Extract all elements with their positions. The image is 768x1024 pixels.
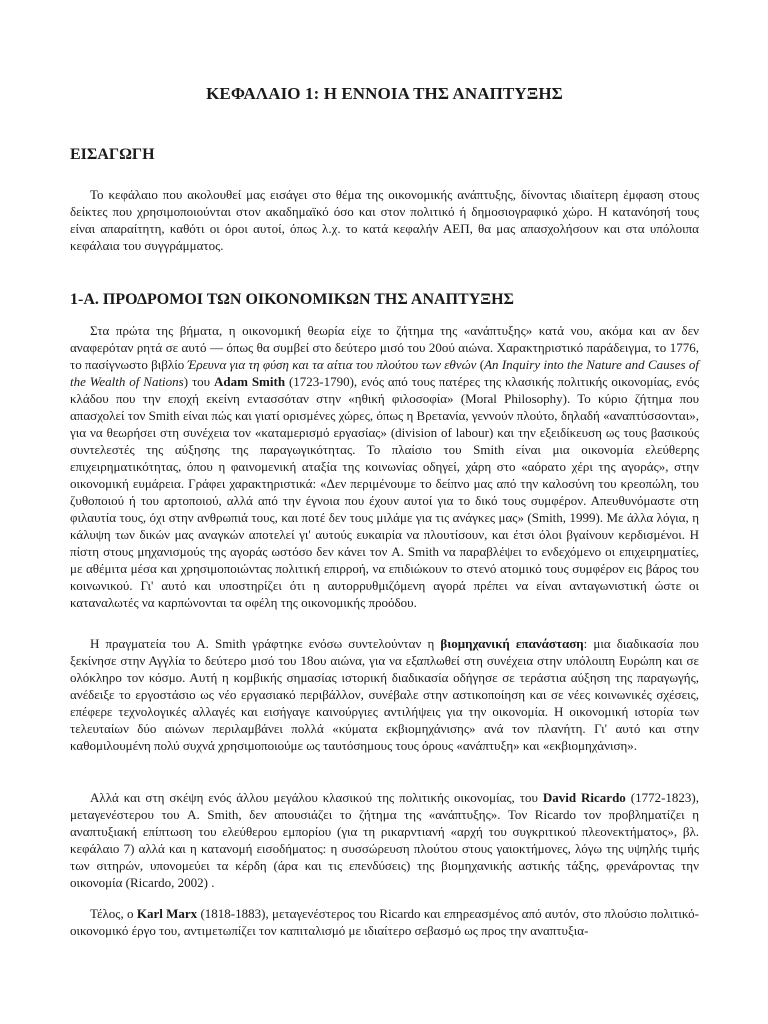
name-karl-marx: Karl Marx xyxy=(136,906,198,921)
text-run: ( xyxy=(476,357,485,372)
document-page xyxy=(70,0,699,1024)
paragraph-smith xyxy=(70,322,699,611)
text-run: (1723-1790), ενός από τους πατέρες της κλασικής πολιτικής οικονομίας, ενός κλάδου που την εποχή εκείνη εντασσόταν στην «ηθική φιλοσοφία» (Moral Philosophy). Το κύριο ζήτημα που απασχολεί τον Smith είναι πώς και γιατί ορισμένες χώρες, όπως η Βρετανία, γεννούν πλούτο, δηλαδή «αναπτύσσονται», για να θεωρήσει στη συνέχεια τον «καταμερισμό εργασίας» (division of labour) και την εξειδίκευση ως τους βασικούς συντελεστές της αύξησης της παραγωγικότητας. Το πλαίσιο του Smith είναι μια οικονομία ελεύθερης επιχειρηματικότητας, όπου η φαινομενική αταξία της κοινωνίας οδηγεί, χάρη στο «αόρατο χέρι της αγοράς», στην οικονομική ευμάρεια. Γράφει χαρακτηριστικά: «Δεν περιμένουμε το δείπνο μας από την καλοσύνη του κρεοπώλη, του ζυθοποιού ή του αρτοποιού, αλλά από την έγνοια που έχουν αυτοί για το δικό τους συμφέρον. Απευθυνόμαστε στη φιλαυτία τους, όχι στην ανθρωπιά τους, και ποτέ δεν τους μιλάμε για τις ανάγκες μας» (Smith, 1999). Με άλλα λόγια, η κάλυψη των δικών μας αναγκών αποτελεί γι' αυτούς ευκαιρία να πλουτίσουν, και έτσι όλοι βγαίνουν κερδισμένοι. Η πίστη στους μηχανισμούς της αγοράς ωστόσο δεν κάνει τον A. Smith να παραβλέψει το ενδεχόμενο οι επιχειρηματίες, με αθέμιτα μέσα και χρησιμοποιώντας πολιτική επιρροή, να επιδιώκουν το στενό ατομικό τους συμφέρον εις βάρος του κοινωνικού. Γι' αυτό και υποστηρίζει ότι η αυτορρυθμιζόμενη αγορά πρέπει να είναι ανταγωνιστική ώστε οι καταναλωτές να καρπώνονται τα οφέλη της οικονομικής προόδου. xyxy=(70,374,700,610)
term-industrial-revolution: βιομηχανική επανάσταση xyxy=(440,636,584,651)
name-adam-smith: Adam Smith xyxy=(214,374,286,389)
paragraph-industrial-revolution xyxy=(70,635,699,754)
text-run: (1772-1823), μεταγενέστερου του A. Smith, δεν απουσιάζει το ζήτημα της «ανάπτυξης». Τον Ricardo τον προβληματίζει η αναπτυξιακή επίπτωση του ελεύθερου εμπορίου (για τη ρικαρντιανή «αρχή του συγκριτικού πλεονεκτήματος», βλ. κεφάλαιο 7) αλλά και η κατανομή εισοδήματος: η συσσώρευση πλούτου στους γαιοκτήμονες, λόγω της υψηλής τιμής των σιτηρών, υπονομεύει τα κέρδη (άρα και τις επενδύσεις) της βιομηχανικής αστικής τάξης, φρενάροντας την οικονομία (Ricardo, 2002) . xyxy=(70,790,699,890)
intro-heading: ΕΙΣΑΓΩΓΗ xyxy=(70,146,155,163)
book-title-english: An Inquiry into the Nature and Causes of the Wealth of Nations xyxy=(70,357,699,389)
name-david-ricardo: David Ricardo xyxy=(542,790,626,805)
intro-paragraph: Το κεφάλαιο που ακολουθεί μας εισάγει στο θέμα της οικονομικής ανάπτυξης, δίνοντας ιδιαίτερη έμφαση στους δείκτες που χρησιμοποιούνται στον ακαδημαϊκό όσο και στον πολιτικό ή δημοσιογραφικό χώρο. Η κατανόησή τους είναι απαραίτητη, καθότι οι όροι αυτοί, όπως λ.χ. το κατά κεφαλήν ΑΕΠ, θα μας απασχολήσουν και στα υπόλοιπα κεφάλαια του συγγράμματος. xyxy=(70,187,699,253)
text-run: ) του xyxy=(183,374,214,389)
text-run: Τέλος, ο xyxy=(90,906,137,921)
section-1a-heading: 1-Α. ΠΡΟΔΡΟΜΟΙ ΤΩΝ ΟΙΚΟΝΟΜΙΚΩΝ ΤΗΣ ΑΝΑΠΤΥΞΗΣ xyxy=(70,291,514,308)
text-run: : μια διαδικασία που ξεκίνησε στην Αγγλία το δεύτερο μισό του 18ου αιώνα, για να εξαπλωθεί στη συνέχεια στην υπόλοιπη Ευρώπη και σε ολόκληρο τον κόσμο. Αυτή η κομβικής σημασίας ιστορική διαδικασία οδήγησε σε τεράστια αύξηση της παραγωγής, ανέδειξε το εργοστάσιο ως νέο εργασιακό περιβάλλον, συνέβαλε στην αστικοποίηση και σε νέες κοινωνικές σχέσεις, επέφερε τεχνολογικές αλλαγές και εισήγαγε καινούργιες αντιλήψεις για την οικονομία. Η οικονομική ιστορία των τελευταίων δύο αιώνων περιλαμβάνει πολλά «κύματα εκβιομηχάνισης» ανά τον πλανήτη. Γι' αυτό και στην καθομιλουμένη πολύ συχνά χρησιμοποιούμε ως ταυτόσημους τους όρους «ανάπτυξη» και «εκβιομηχάνιση». xyxy=(70,636,699,753)
text-run: (1818-1883), μεταγενέστερος του Ricardo και επηρεασμένος από αυτόν, στο πλούσιο πολιτικό-οικονομικό έργο του, αντιμετωπίζει τον καπιταλισμό με ιδιαίτερο σεβασμό ως προς την αναπτυξια- xyxy=(70,906,699,938)
text-run: Η πραγματεία του A. Smith γράφτηκε ενόσω συντελούνταν η xyxy=(90,636,441,651)
text-run: Στα πρώτα της βήματα, η οικονομική θεωρία είχε το ζήτημα της «ανάπτυξης» κατά νου, ακόμα και αν δεν αναφερόταν ρητά σε αυτό — όπως θα συμβεί στο δεύτερο μισό του 20ού αιώνα. Χαρακτηριστικό παράδειγμα, το 1776, το πασίγνωστο βιβλίο xyxy=(70,323,699,372)
book-title-greek: Έρευνα για τη φύση και τα αίτια του πλούτου των εθνών xyxy=(187,357,477,372)
text-run: Αλλά και στη σκέψη ενός άλλου μεγάλου κλασικού της πολιτικής οικονομίας, του xyxy=(90,790,543,805)
chapter-title: ΚΕΦΑΛΑΙΟ 1: Η ΕΝΝΟΙΑ ΤΗΣ ΑΝΑΠΤΥΞΗΣ xyxy=(206,84,563,103)
paragraph-ricardo xyxy=(70,789,699,891)
paragraph-marx xyxy=(70,905,699,939)
